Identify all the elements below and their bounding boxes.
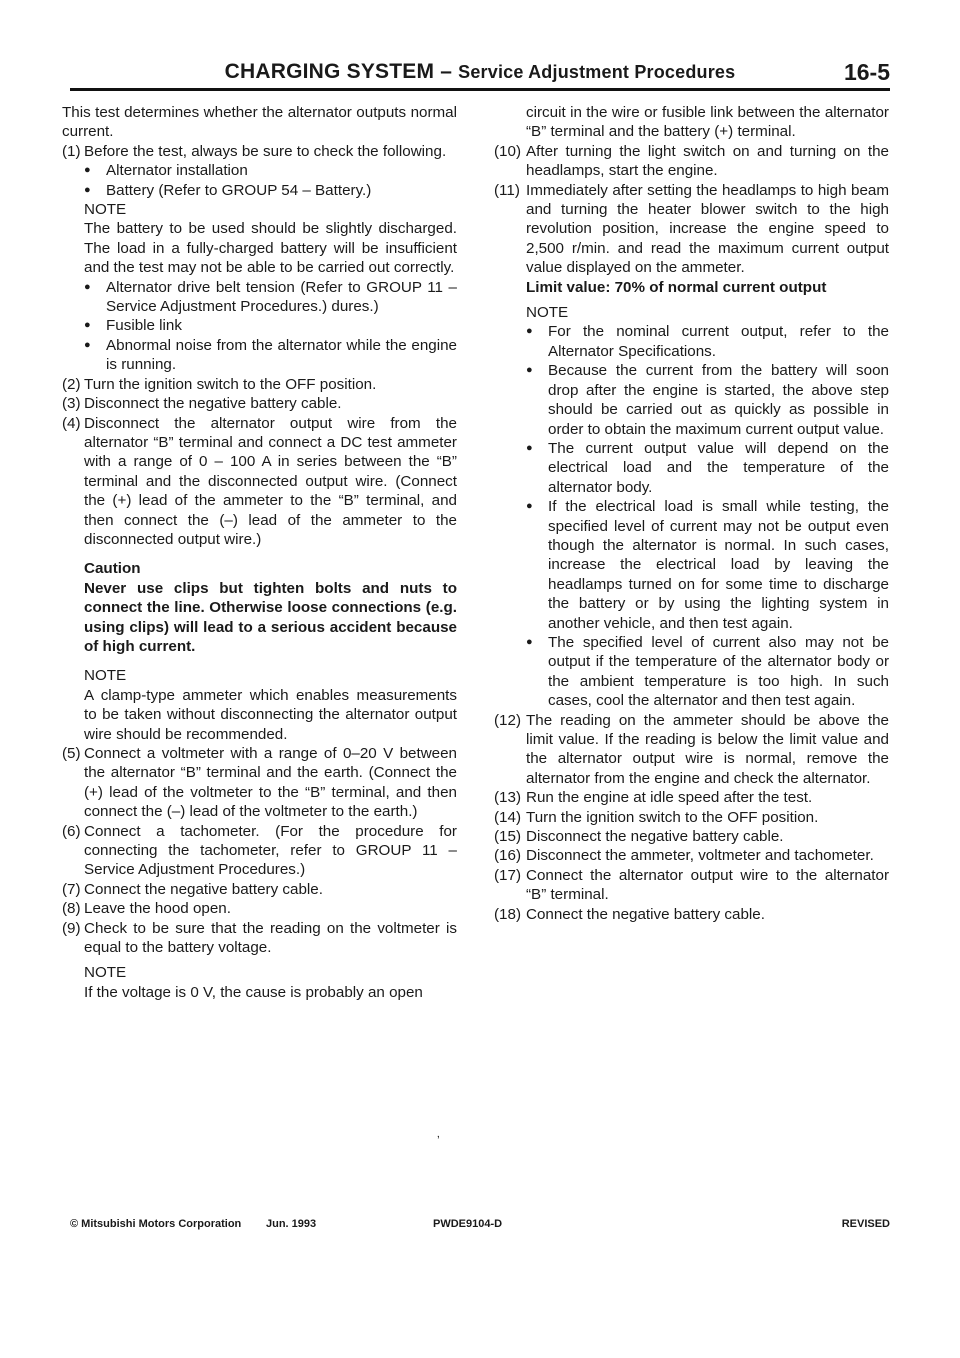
note-text: The battery to be used should be slightly discharged. The load in a fully-charged battery will be insufficient and the test may not be able to be carried out correctly. bbox=[84, 220, 457, 277]
bullet-item: ● Fusible link bbox=[84, 317, 182, 335]
step-14: (14) Turn the ignition switch to the OFF position. bbox=[494, 808, 819, 826]
caution-text: Never use clips but tighten bolts and nuts to connect the line. Otherwise loose connections (e.g. using clips) will lead to a serious accident because of high current. bbox=[84, 579, 457, 655]
bullet-item: ● Battery (Refer to GROUP 54 – Battery.) bbox=[84, 181, 372, 199]
note-heading: NOTE bbox=[84, 667, 127, 685]
note-heading: NOTE bbox=[84, 964, 127, 982]
step-12: (12) The reading on the ammeter should be above the limit value. If the reading is below the limit value and the alternator output wire is normal, remove the alternator from the engine and check the alternator. bbox=[494, 711, 889, 787]
stray-mark: ‚ bbox=[437, 1126, 440, 1140]
right-column bbox=[494, 103, 889, 924]
bullet-item: ● The current output value will depend on the electrical load and the temperature of the alternator body. bbox=[526, 439, 889, 496]
footer-date: Jun. 1993 bbox=[266, 1218, 317, 1230]
bullet-icon: ● bbox=[84, 319, 91, 332]
bullet-icon: ● bbox=[526, 325, 533, 338]
step-1 bbox=[62, 142, 457, 161]
header-rule bbox=[70, 88, 890, 91]
step-number: (1) bbox=[62, 142, 81, 160]
note-heading: NOTE bbox=[84, 201, 127, 219]
caution-block bbox=[62, 549, 457, 744]
intro-paragraph: This test determines whether the alternator outputs normal current. bbox=[62, 104, 457, 141]
step-16: (16) Disconnect the ammeter, voltmeter and tachometer. bbox=[494, 847, 874, 865]
bullet-icon: ● bbox=[526, 364, 533, 377]
footer-doc-code: PWDE9104-D bbox=[433, 1218, 503, 1230]
note-text: A clamp-type ammeter which enables measurements to be taken without disconnecting the alternator output wire should be recommended. bbox=[84, 686, 457, 743]
step-18: (18) Connect the negative battery cable. bbox=[494, 905, 765, 923]
bullet-icon: ● bbox=[526, 500, 533, 513]
page-number: 16-5 bbox=[843, 59, 890, 85]
page-title bbox=[70, 60, 890, 84]
bullet-icon: ● bbox=[84, 183, 91, 196]
step-1-details bbox=[62, 161, 457, 374]
bullet-item: ● Alternator installation bbox=[84, 162, 248, 180]
title-subtitle: Service Adjustment Procedures bbox=[458, 62, 736, 82]
step-11: (11) Immediately after setting the headlamps to high beam and turning the heater blower switch to the high revolution position, increase the engine speed to 2,500 r/min. and read the maximum current output value displayed on the ammeter. bbox=[494, 181, 889, 277]
bullet-icon: ● bbox=[526, 441, 533, 454]
note-text: If the voltage is 0 V, the cause is probably an open bbox=[84, 983, 423, 1001]
step-9: (9) Check to be sure that the reading on the voltmeter is equal to the battery voltage. bbox=[62, 919, 457, 957]
caution-heading: Caution bbox=[84, 560, 141, 578]
footer-status: REVISED bbox=[841, 1218, 890, 1230]
step-13: (13) Run the engine at idle speed after the test. bbox=[494, 789, 813, 807]
bullet-item: ● Alternator drive belt tension (Refer to GROUP 11 – Service Adjustment Procedures.) dures.) bbox=[84, 278, 457, 316]
bullet-icon: ● bbox=[84, 338, 91, 351]
left-column bbox=[62, 103, 457, 1002]
limit-value: Limit value: 70% of normal current output bbox=[526, 278, 827, 296]
bullet-item: ● If the electrical load is small while testing, the specified level of current may not be output even though the alternator is normal. In such cases, increase the electrical load by leaving the headlamps turned on for some time to discharge the battery or by using the lighting system in another vehicle, and then test again. bbox=[526, 498, 889, 632]
bullet-icon: ● bbox=[84, 280, 91, 293]
page-footer bbox=[70, 1218, 890, 1234]
bullet-icon: ● bbox=[526, 635, 533, 648]
bullet-item: ● Abnormal noise from the alternator while the engine is running. bbox=[84, 336, 457, 374]
step-3: (3) Disconnect the negative battery cable. bbox=[62, 395, 342, 413]
step-5: (5) Connect a voltmeter with a range of 0–20 V between the alternator “B” terminal and the earth. (Connect the (+) lead of the voltmeter to the “B” terminal, and then connect the (–) lead of the voltmeter to the earth.) bbox=[62, 745, 457, 821]
step-4: (4) Disconnect the alternator output wire from the alternator “B” terminal and connect a DC test ammeter with a range of 0 – 100 A in series between the “B” terminal and the disconnected output wire. (Connect the (+) lead of the ammeter to the “B” terminal, and then connect the (–) lead of the ammeter to the disconnected output wire.) bbox=[62, 414, 457, 548]
step-2: (2) Turn the ignition switch to the OFF position. bbox=[62, 375, 377, 393]
step-10: (10) After turning the light switch on and turning on the headlamps, start the engine. bbox=[494, 142, 889, 180]
step-15: (15) Disconnect the negative battery cable. bbox=[494, 828, 784, 846]
note-heading: NOTE bbox=[526, 304, 569, 322]
continued-paragraph: circuit in the wire or fusible link between the alternator “B” terminal and the battery (+) terminal. bbox=[526, 104, 889, 141]
footer-copyright: © Mitsubishi Motors Corporation bbox=[70, 1218, 242, 1230]
step-text: Before the test, always be sure to check the following. bbox=[84, 142, 447, 160]
bullet-item: ● For the nominal current output, refer to the Alternator Specifications. bbox=[526, 323, 889, 360]
bullet-item: ● Because the current from the battery will soon drop after the engine is started, the above step should be carried out as quickly as possible in order to obtain the maximum current output value. bbox=[526, 362, 889, 438]
step-8: (8) Leave the hood open. bbox=[62, 900, 231, 918]
step-6: (6) Connect a tachometer. (For the procedure for connecting the tachometer, refer to GROUP 11 – Service Adjustment Procedures.) bbox=[62, 822, 457, 879]
page-header bbox=[70, 60, 890, 90]
bullet-icon: ● bbox=[84, 164, 91, 177]
step-17: (17) Connect the alternator output wire to the alternator “B” terminal. bbox=[494, 866, 889, 904]
step-11-details bbox=[494, 278, 889, 711]
title-main: CHARGING SYSTEM – bbox=[224, 60, 453, 83]
bullet-item: ● The specified level of current also may not be output if the temperature of the alternator body or the ambient temperature is too high. In such cases, cool the alternator and then test again. bbox=[526, 633, 889, 710]
step-7: (7) Connect the negative battery cable. bbox=[62, 880, 323, 898]
step-9-note bbox=[62, 957, 457, 1002]
